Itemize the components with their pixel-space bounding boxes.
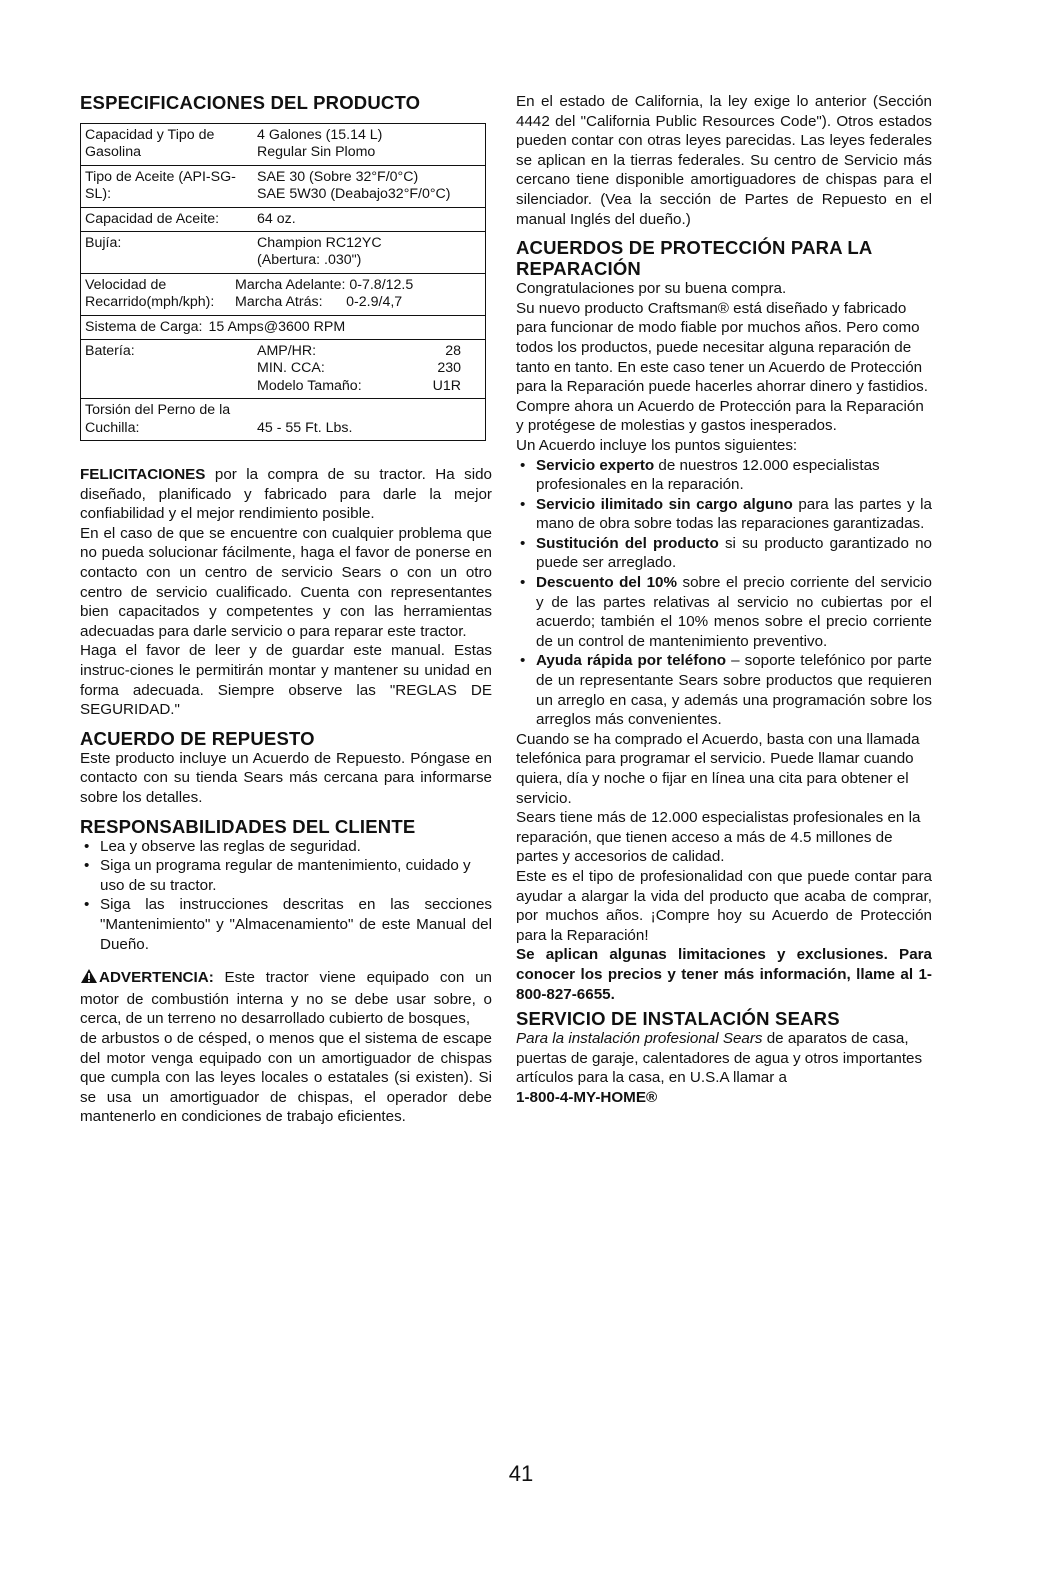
instalacion-paragraph-2: artículos para la casa, en U.S.A llamar a bbox=[516, 1069, 787, 1087]
spec-table bbox=[80, 123, 486, 441]
repuesto-heading: ACUERDO DE REPUESTO bbox=[80, 727, 315, 749]
list-item: • Sustitución del producto si su producto garantizado no puede ser arreglado. bbox=[516, 534, 932, 573]
spec-label: Capacidad y Tipo de Gasolina bbox=[85, 127, 215, 161]
repuesto-paragraph: Este producto incluye un Acuerdo de Repuesto. Póngase en contacto con su tienda Sears más cercana para informarse sobre los detalles. bbox=[80, 749, 492, 806]
spec-value: 4 Galones (15.14 L) bbox=[257, 127, 383, 143]
battery-value: 230 bbox=[437, 360, 461, 377]
felicitaciones-paragraph: FELICITACIONES por la compra de su tractor. Ha sido diseñado, planificado y fabricado para darle la mejor confiabilidad y el mejor rendimiento posible. bbox=[80, 466, 492, 523]
spec-label: Batería: bbox=[85, 343, 135, 360]
tipo-paragraph: Este es el tipo de profesionalidad con que puede contar para ayudar a alargar la vida del producto que acaba de comprar, por muchos años. ¡Compre hoy su Acuerdo de Protección para la Reparación! bbox=[516, 867, 932, 944]
problema-paragraph: En el caso de que se encuentre con cualquier problema que no pueda solucionar fácilmente, haga el favor de ponerse en contacto con un centro de servicio Sears o con un otro centro de servicio cualificado. Cuenta con representantes bien capacitados y competentes y con las herramientas adecuadas para darle servicio o para reparar este tractor. bbox=[80, 524, 492, 640]
nuevo-paragraph: Su nuevo producto Craftsman® está diseñado y fabricado para funcionar de modo fiable por muchos años. Pero como todos los productos, puede necesitar alguna reparación de tanto en tanto. En este caso tener un Acuerdo de Protección para la Reparación puede hacerles ahorrar dinero y fastidios. bbox=[516, 299, 928, 396]
spec-label: Tipo de Aceite (API-SG-SL): bbox=[85, 168, 236, 203]
left-column bbox=[80, 92, 492, 1127]
sears-paragraph: Sears tiene más de 12.000 especialistas profesionales en la reparación, que tienen acceso a más de 4.5 millones de partes y accesorios de calidad. bbox=[516, 809, 921, 866]
spec-row bbox=[81, 316, 485, 340]
list-item: • Servicio experto de nuestros 12.000 especialistas profesionales en la reparación. bbox=[516, 456, 932, 495]
spec-value: 64 oz. bbox=[257, 210, 296, 227]
spec-label: Torsión del Perno de la Cuchilla: bbox=[85, 402, 231, 436]
list-item: • Siga las instrucciones descritas en las secciones "Mantenimiento" y "Almacenamiento" de este Manual del Dueño. bbox=[80, 895, 492, 954]
list-item: • Ayuda rápida por teléfono – soporte telefónico por parte de un representante Sears sobre productos que requieren un arreglo en casa, y además una programación sobre los arreglos más convenientes. bbox=[516, 651, 932, 729]
battery-key: AMP/HR: bbox=[257, 343, 317, 360]
spec-row bbox=[81, 166, 485, 208]
spec-label: Capacidad de Aceite: bbox=[85, 210, 220, 227]
right-column bbox=[516, 92, 932, 1108]
instalacion-paragraph: Para la instalación profesional Sears de aparatos de casa, puertas de garaje, calentadores de agua y otros importantes bbox=[516, 1030, 923, 1067]
responsabilidades-heading: RESPONSABILIDADES DEL CLIENTE bbox=[80, 815, 416, 837]
spec-value: SAE 30 (Sobre 32°F/0°C) bbox=[257, 168, 419, 185]
spec-value: 15 Amps@3600 RPM bbox=[208, 318, 346, 335]
list-item: • Descuento del 10% sobre el precio corriente del servicio y de las partes relativas al servicio no cubiertas por el acuerdo; también el 10% menos sobre el precio corriente de un control de mantenimiento preventivo. bbox=[516, 573, 932, 651]
spec-label: Sistema de Carga: bbox=[85, 318, 203, 335]
instalacion-heading: SERVICIO DE INSTALACIÓN SEARS bbox=[516, 1008, 840, 1030]
warning-paragraph-2: de arbustos o de césped, o menos que el sistema de escape del motor venga equipado con un amortiguador de chispas que cumpla con las leyes locales o estatales (si existen). Si se usa un amortiguador de chispas, el operador debe mantenerlo en condiciones de trabajo eficientes. bbox=[80, 1029, 492, 1126]
spec-value: 45 - 55 Ft. Lbs. bbox=[257, 419, 353, 436]
spec-label: Velocidad de Recarrido(mph/kph): bbox=[85, 276, 215, 311]
battery-key: MIN. CCA: bbox=[257, 360, 325, 377]
manual-paragraph: Haga el favor de leer y de guardar este manual. Estas instruc-ciones le permitirán montar y mantener su unidad en forma adecuada. Siempre observe las "REGLAS DE SEGURIDAD." bbox=[80, 642, 492, 719]
spec-title: ESPECIFICACIONES DEL PRODUCTO bbox=[80, 92, 421, 113]
spec-row bbox=[81, 124, 485, 166]
responsabilidades-list bbox=[80, 837, 492, 955]
spec-value: SAE 5W30 (Deabajo32°F/0°C) bbox=[257, 186, 451, 203]
battery-key: Modelo Tamaño: bbox=[257, 377, 362, 394]
spec-row bbox=[81, 208, 485, 232]
battery-value: 28 bbox=[445, 343, 461, 360]
incluye-paragraph: Un Acuerdo incluye los puntos siguientes: bbox=[516, 436, 798, 454]
list-item: • Lea y observe las reglas de seguridad. bbox=[80, 837, 492, 857]
page-number: 41 bbox=[508, 1461, 534, 1486]
spec-label: Bujía: bbox=[85, 235, 122, 252]
congrat-paragraph: Congratulaciones por su buena compra. bbox=[516, 280, 787, 298]
battery-value: U1R bbox=[432, 377, 461, 394]
warning-triangle-icon bbox=[80, 968, 98, 990]
warning-lead: ADVERTENCIA: bbox=[99, 969, 214, 987]
spec-value: Marcha Atrás: 0-2.9/4,7 bbox=[235, 294, 403, 311]
list-item: • Siga un programa regular de mantenimiento, cuidado y uso de su tractor. bbox=[80, 856, 492, 895]
limitaciones-paragraph: Se aplican algunas limitaciones y exclusiones. Para conocer los precios y tener más información, llame al 1-800-827-6655. bbox=[516, 946, 932, 1003]
felicitaciones-lead: FELICITACIONES bbox=[80, 466, 206, 484]
spec-value: Regular Sin Plomo bbox=[257, 144, 376, 161]
spec-row bbox=[81, 274, 485, 316]
instalacion-phone: 1-800-4-MY-HOME® bbox=[516, 1088, 658, 1106]
spec-row bbox=[81, 399, 485, 440]
california-paragraph: En el estado de California, la ley exige lo anterior (Sección 4442 del "California Public Resources Code"). Otros estados pueden contar con otras leyes parecidas. Las leyes federales se aplican en la tierras federales. Su centro de Servicio más cercano tiene disponible amortiguadores de chispas para el silenciador. (Vea la sección de Partes de Repuesto en el manual Inglés del dueño.) bbox=[516, 93, 932, 228]
proteccion-heading: ACUERDOS DE PROTECCIÓN PARA LA REPARACIÓN bbox=[516, 237, 872, 280]
spec-row bbox=[81, 340, 485, 399]
cuando-paragraph: Cuando se ha comprado el Acuerdo, basta con una llamada telefónica para programar el servicio. Puede llamar cuando quiera, día y noche o fijar en línea una cita para obtener el servicio. bbox=[516, 730, 920, 807]
spec-value: Champion RC12YC bbox=[257, 235, 382, 252]
list-item: • Servicio ilimitado sin cargo alguno para las partes y la mano de obra sobre todas las reparaciones garantizadas. bbox=[516, 495, 932, 534]
acuerdo-list bbox=[516, 456, 932, 730]
spec-value: Marcha Adelante: 0-7.8/12.5 bbox=[235, 276, 414, 293]
compre-paragraph: Compre ahora un Acuerdo de Protección para la Reparación y protégese de molestias y gastos inesperados. bbox=[516, 397, 924, 435]
warning-paragraph: ADVERTENCIA: Este tractor viene equipado con un motor de combustión interna y no se debe usar sobre, o cerca, de un terreno no desarrollado cubierto de bosques, bbox=[80, 969, 492, 1028]
spec-value: (Abertura: .030") bbox=[257, 252, 362, 269]
spec-row bbox=[81, 232, 485, 274]
